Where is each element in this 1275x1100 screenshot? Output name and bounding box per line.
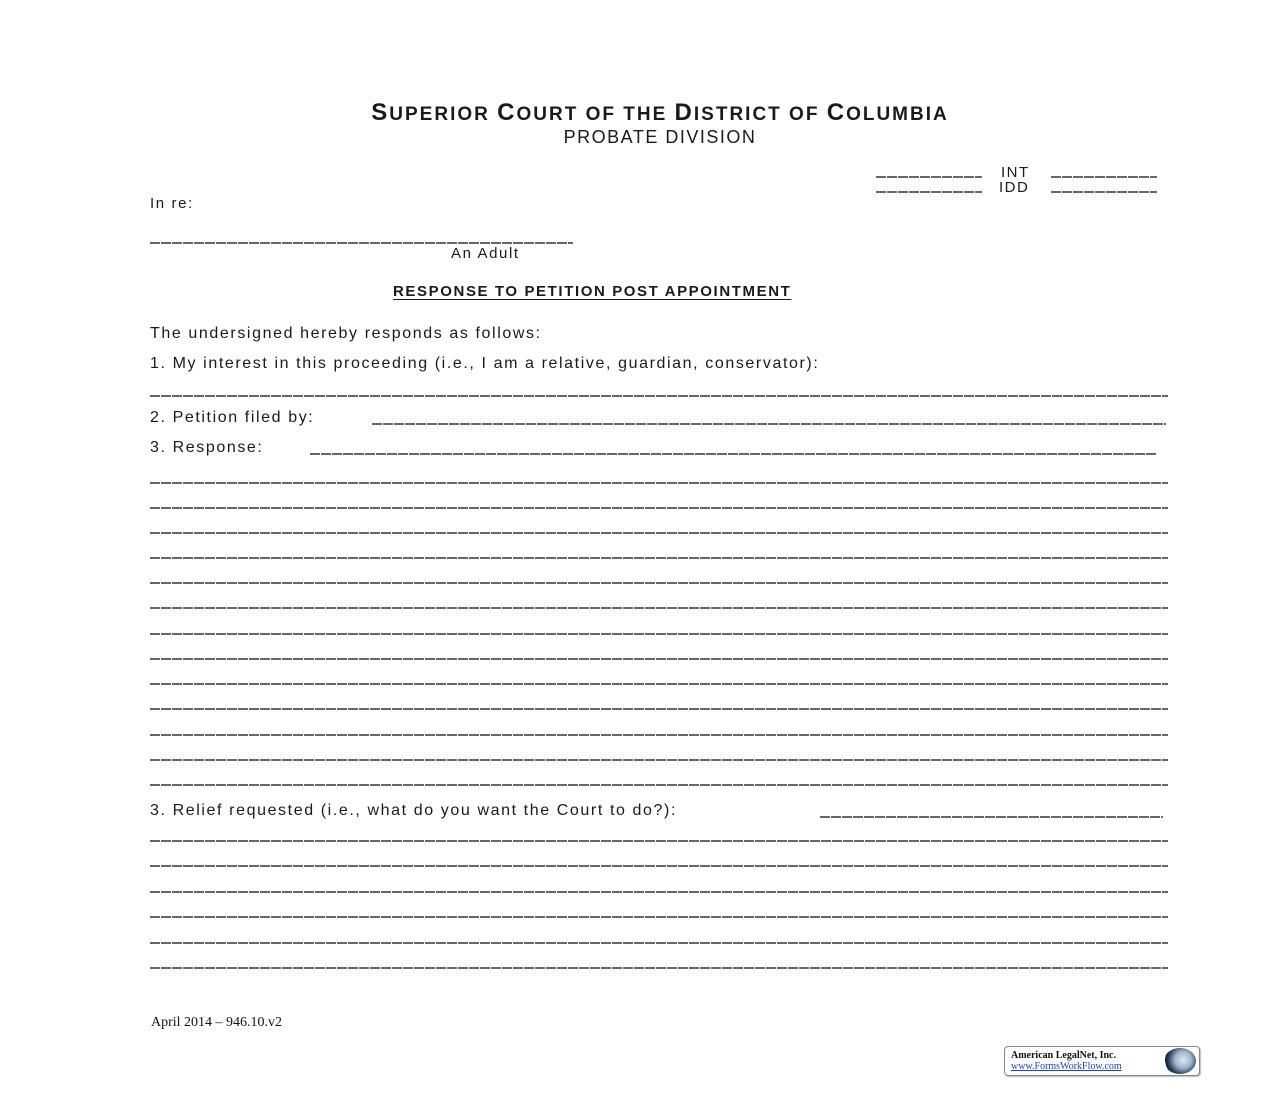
response-line[interactable] — [150, 784, 1168, 786]
relief-line[interactable] — [150, 865, 1168, 867]
relief-line[interactable] — [150, 891, 1168, 893]
item-4-relief-requested-label: 3. Relief requested (i.e., what do you want the Court to do?): — [150, 802, 677, 819]
form-title: RESPONSE TO PETITION POST APPOINTMENT — [393, 283, 792, 300]
response-line[interactable] — [150, 482, 1168, 484]
item-2-petition-filed-by-blank[interactable] — [372, 423, 1166, 425]
response-line[interactable] — [150, 759, 1168, 761]
relief-line[interactable] — [150, 916, 1168, 918]
relief-line[interactable] — [150, 840, 1168, 842]
response-line[interactable] — [150, 708, 1168, 710]
response-line[interactable] — [150, 582, 1168, 584]
globe-logo-icon — [1164, 1048, 1196, 1074]
court-title: SUPERIOR COURT OF THE DISTRICT OF COLUMBIA — [371, 99, 949, 126]
response-line[interactable] — [150, 683, 1168, 685]
response-line[interactable] — [150, 532, 1168, 534]
response-line[interactable] — [150, 507, 1168, 509]
item-1-interest-blank[interactable] — [150, 395, 1168, 397]
case-label-int: INT — [1001, 164, 1030, 181]
relief-line[interactable] — [150, 942, 1168, 944]
case-number-int-left-blank[interactable] — [876, 176, 982, 178]
response-line[interactable] — [150, 734, 1168, 736]
badge-company-name: American LegalNet, Inc. — [1011, 1050, 1116, 1061]
response-line[interactable] — [150, 633, 1168, 635]
item-2-petition-filed-by-label: 2. Petition filed by: — [150, 409, 315, 426]
response-line[interactable] — [150, 607, 1168, 609]
in-re-label: In re: — [150, 195, 194, 212]
relief-line[interactable] — [150, 967, 1168, 969]
case-label-idd: IDD — [999, 179, 1030, 196]
item-3-response-first-blank[interactable] — [310, 453, 1157, 455]
intro-text: The undersigned hereby responds as follows: — [150, 325, 542, 342]
response-line[interactable] — [150, 658, 1168, 660]
respondent-name-blank[interactable] — [150, 242, 573, 244]
item-1-interest-label: 1. My interest in this proceeding (i.e., I am a relative, guardian, conservator): — [150, 355, 820, 372]
form-version: April 2014 – 946.10.v2 — [151, 1015, 283, 1030]
american-legalnet-badge[interactable] — [1004, 1046, 1200, 1076]
division-subtitle: PROBATE DIVISION — [563, 127, 757, 147]
case-number-int-right-blank[interactable] — [1051, 176, 1157, 178]
badge-url-link[interactable]: www.FormsWorkFlow.com — [1011, 1061, 1122, 1072]
item-3-response-label: 3. Response: — [150, 439, 264, 456]
party-type-label: An Adult — [451, 245, 520, 262]
case-number-idd-left-blank[interactable] — [876, 191, 982, 193]
case-number-idd-right-blank[interactable] — [1051, 191, 1157, 193]
relief-requested-first-blank[interactable] — [820, 816, 1163, 818]
response-line[interactable] — [150, 557, 1168, 559]
